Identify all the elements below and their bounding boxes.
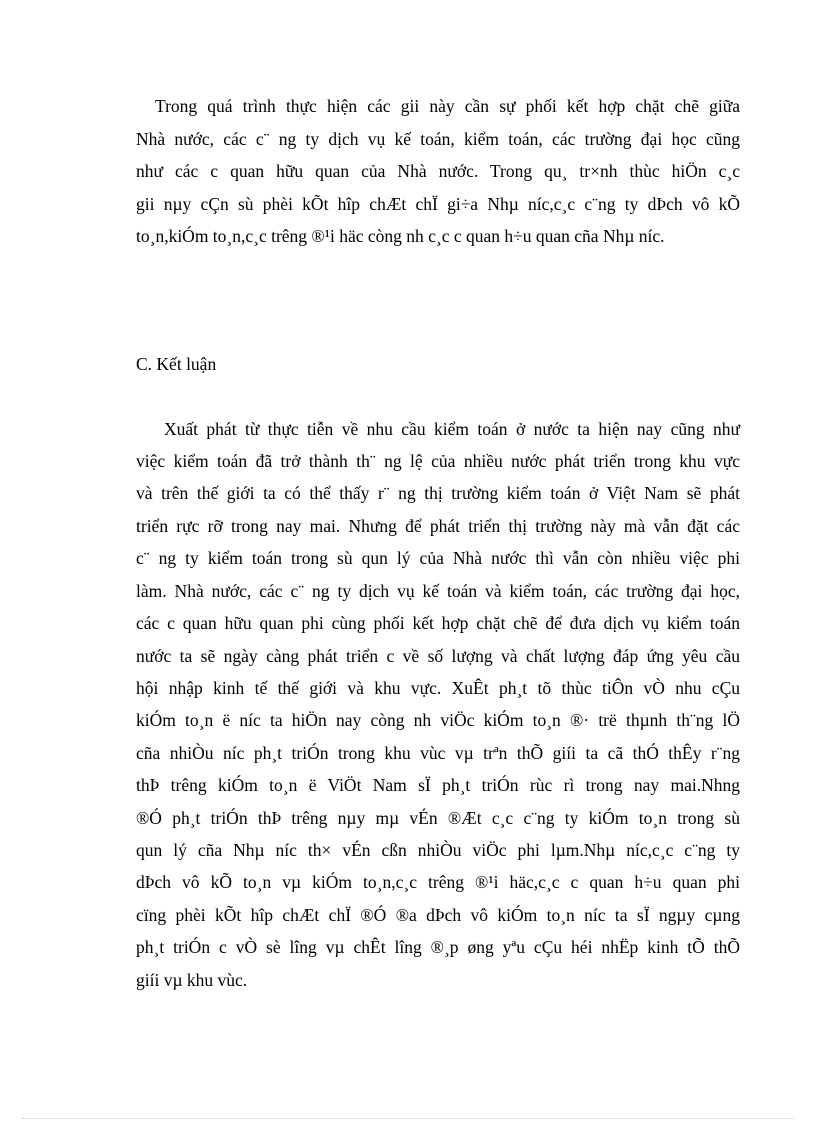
- paragraph-2-line: và trên thế giới ta có thể thấy r¨ ng thị trường kiểm toán ở Việt Nam sẽ phát: [136, 483, 740, 503]
- paragraph-2-line: các c quan hữu quan phi cùng phối kết hợp chặt chẽ để đưa dịch vụ kiểm toán: [136, 613, 740, 633]
- paragraph-1-line: to¸n,kiÓm to¸n,c¸c trêng ®¹i häc còng nh c¸c c quan h÷u quan cña Nhµ níc.: [136, 226, 665, 246]
- paragraph-2-line: Xuất phát từ thực tiễn về nhu cầu kiểm toán ở nước ta hiện nay cũng như: [164, 419, 740, 439]
- paragraph-2-line: việc kiểm toán đã trở thành th¨ ng lệ của nhiều nước phát triển trong khu vực: [136, 451, 740, 471]
- page-bottom-border: [22, 1118, 794, 1119]
- paragraph-1-line: Trong quá trình thực hiện các gii này cần sự phối kết hợp chặt chẽ giữa: [155, 96, 740, 116]
- paragraph-2-line: ph¸t triÓn c vÒ sè lîng vµ chÊt lîng ®¸p øng yªu cÇu héi nhËp kinh tÕ thÕ: [136, 937, 740, 957]
- paragraph-2-line: cïng phèi kÕt hîp chÆt chÏ ®Ó ®a dÞch vô kiÓm to¸n níc ta sÏ ngµy cµng: [136, 905, 740, 925]
- paragraph-2-line: cña nhiÒu níc ph¸t triÓn trong khu vùc vµ trªn thÕ giíi ta cã thÓ thÊy r¨ng: [136, 743, 740, 763]
- paragraph-2-line: giíi vµ khu vùc.: [136, 970, 248, 990]
- paragraph-2-line: ®Ó ph¸t triÓn thÞ trêng nµy mµ vÉn ®Æt c¸c c¨ng ty kiÓm to¸n trong sù: [136, 808, 740, 828]
- paragraph-2-line: qun lý cña Nhµ níc th× vÉn cßn nhiÒu viÖc phi lµm.Nhµ níc,c¸c c¨ng ty: [136, 840, 740, 860]
- section-heading: C. Kết luận: [136, 354, 217, 374]
- paragraph-2-line: c¨ ng ty kiểm toán trong sù qun lý của Nhà nước thì vẫn còn nhiều việc phi: [136, 548, 740, 568]
- paragraph-1-line: như các c quan hữu quan của Nhà nước. Trong qu¸ tr×nh thùc hiÖn c¸c: [136, 161, 740, 181]
- paragraph-2-line: thÞ trêng kiÓm to¸n ë ViÖt Nam sÏ ph¸t triÓn rùc rì trong nay mai.Nhng: [136, 775, 740, 795]
- paragraph-2-line: làm. Nhà nước, các c¨ ng ty dịch vụ kế toán và kiểm toán, các trường đại học,: [136, 581, 740, 601]
- paragraph-2-line: dÞch vô kÕ to¸n vµ kiÓm to¸n,c¸c trêng ®¹i häc,c¸c c quan h÷u quan phi: [136, 872, 740, 892]
- paragraph-2-line: nước ta sẽ ngày càng phát triển c về số lượng và chất lượng đáp ứng yêu cầu: [136, 646, 740, 666]
- paragraph-2-line: kiÓm to¸n ë níc ta hiÖn nay còng nh viÖc kiÓm to¸n ®· trë thµnh th¨ng lÖ: [136, 710, 740, 730]
- paragraph-1-line: Nhà nước, các c¨ ng ty dịch vụ kế toán, kiểm toán, các trường đại học cũng: [136, 129, 740, 149]
- paragraph-2-line: hội nhập kinh tế thế giới và khu vực. XuÊt ph¸t tõ thùc tiÔn vÒ nhu cÇu: [136, 678, 740, 698]
- paragraph-1-line: gii nµy cÇn sù phèi kÕt hîp chÆt chÏ gi÷a Nhµ níc,c¸c c¨ng ty dÞch vô kÕ: [136, 194, 740, 214]
- paragraph-2-line: triển rực rỡ trong nay mai. Nhưng để phát triển thị trường này mà vẫn đặt các: [136, 516, 740, 536]
